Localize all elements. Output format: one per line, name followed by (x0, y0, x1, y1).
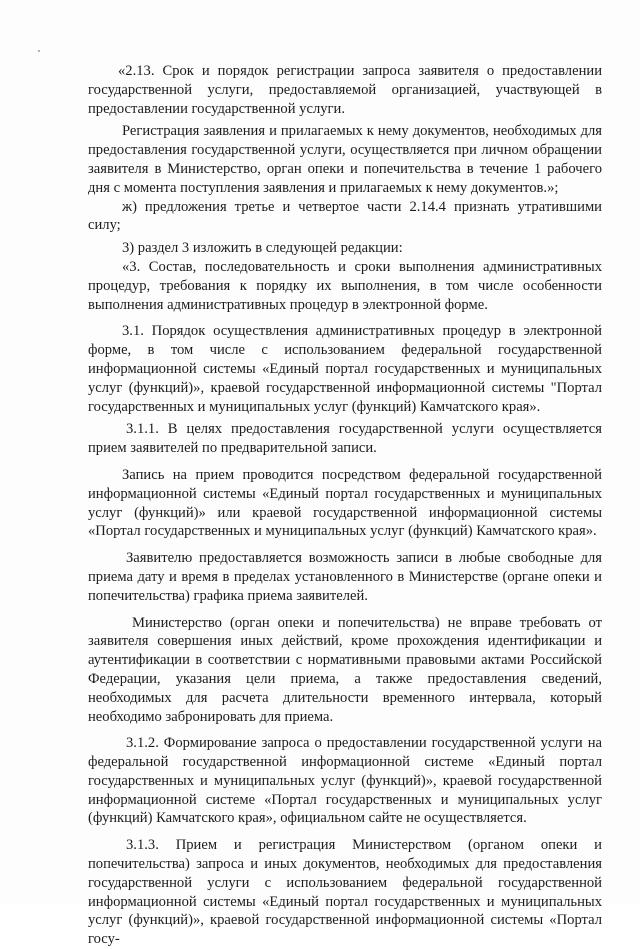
paragraph-scheduling: Заявителю предоставляется возможность записи в любые свободные для приема дату и время в пределах установленного в Министерстве (органе опеки и попечительства) графика приема заявителей. (88, 550, 602, 604)
paragraph-3-1-1: 3.1.1. В целях предоставления государственной услуги осуществляется прием заявителей по предварительной записи. (88, 421, 602, 457)
paragraph-registration: Регистрация заявления и прилагаемых к нему документов, необходимых для предоставления государственной услуги, осуществляется при личном обращении заявителя в Министерство, орган опеки и попечительства в течение 1 рабочего дня с момента поступления заявления и прилагаемых к нему документов.»; (88, 123, 602, 196)
paragraph-3-1-3: 3.1.3. Прием и регистрация Министерством (органом опеки и попечительства) запроса и иных документов, необходимых для предоставления государственной услуги с использованием федеральной государственной информационной системы «Единый портал государственных и муниципальных услуг (функций)», краевой государственной информационной системы «Портал госу- (88, 837, 602, 948)
paragraph-3-1: 3.1. Порядок осуществления административных процедур в электронной форме, в том числе с использованием федеральной государственной информационной системы «Единый портал государственных и муниципальных услуг (функций)», краевой государственной информационной системы "Портал государственных и муниципальных услуг (функций) Камчатского края». (88, 323, 602, 415)
paragraph-item-3: 3) раздел 3 изложить в следующей редакции: (122, 240, 403, 257)
paragraph-appointment: Запись на прием проводится посредством федеральной государственной информационной системы «Единый портал государственных и муниципальных услуг (функций)» или краевой государственной информационной системы «Портал государственных и муниципальных услуг (функций) Камчатского края». (88, 466, 602, 540)
document-body (88, 62, 602, 949)
scan-speck (38, 50, 40, 52)
paragraph-2-13-heading: «2.13. Срок и порядок регистрации запроса заявителя о предоставлении государственной услуги, предоставляемой организацией, участвующей в предоставлении государственной услуги. (88, 63, 602, 117)
paragraph-3-1-2: 3.1.2. Формирование запроса о предоставлении государственной услуги на федеральной государственной информационной системе «Единый портал государственных и муниципальных услуг (функций)», краевой государственной информационной системе «Портал государственных и муниципальных услуг (функций) Камчатского края», официальном сайте не осуществляется. (88, 735, 602, 827)
paragraph-item-zh: ж) предложения третье и четвертое части 2.14.4 признать утратившими силу; (88, 198, 602, 234)
paragraph-section-3-heading: «3. Состав, последовательность и сроки выполнения административных процедур, требования к порядку их выполнения, в том числе особенности выполнения административных процедур в электронной форме. (88, 258, 602, 313)
paragraph-ministry-requirements: Министерство (орган опеки и попечительства) не вправе требовать от заявителя совершения иных действий, кроме прохождения идентификации и аутентификации в соответствии с нормативными правовыми актами Российской Федерации, указания цели приема, а также предоставления сведений, необходимых для расчета длительности временного интервала, который необходимо забронировать для приема. (88, 614, 602, 725)
